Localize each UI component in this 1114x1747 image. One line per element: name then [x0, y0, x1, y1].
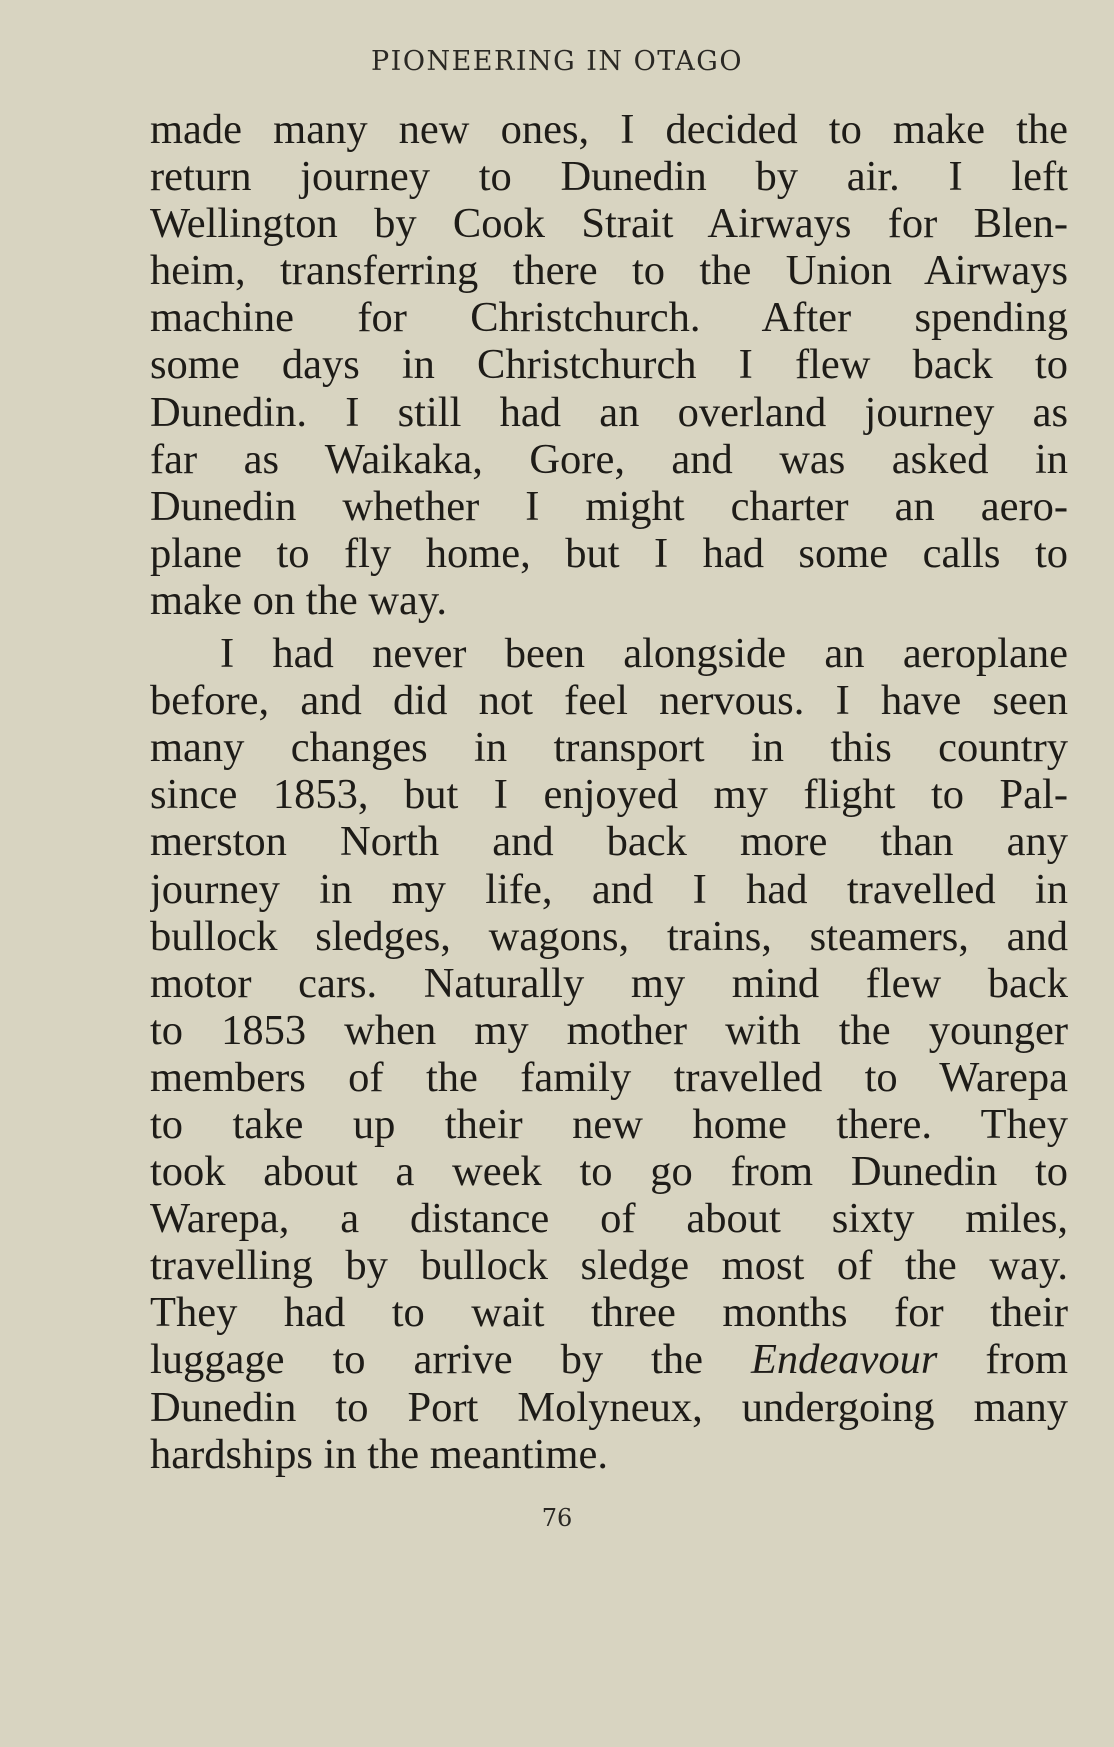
- text-line: luggage to arrive by the Endeavour from: [150, 1336, 1068, 1384]
- text-line: heim, transferring there to the Union Airways: [150, 247, 1068, 295]
- text-line: Dunedin to Port Molyneux, undergoing many: [150, 1383, 1068, 1431]
- text-line: since 1853, but I enjoyed my flight to Pal-: [150, 771, 1068, 819]
- text-line: to 1853 when my mother with the younger: [150, 1006, 1068, 1054]
- text-line: to take up their new home there. They: [150, 1100, 1068, 1148]
- text-line: Wellington by Cook Strait Airways for Blen-: [150, 200, 1068, 248]
- text-line: made many new ones, I decided to make the: [150, 106, 1068, 153]
- text-line: some days in Christchurch I flew back to: [150, 341, 1068, 389]
- text-line: journey in my life, and I had travelled in: [150, 865, 1068, 913]
- text-line: travelling by bullock sledge most of the way.: [150, 1242, 1068, 1290]
- text-line: machine for Christchurch. After spending: [150, 294, 1068, 342]
- text-line: took about a week to go from Dunedin to: [150, 1148, 1068, 1196]
- text-line: bullock sledges, wagons, trains, steamers, and: [150, 912, 1068, 960]
- text-line: hardships in the meantime.: [150, 1430, 608, 1478]
- text-line: far as Waikaka, Gore, and was asked in: [150, 435, 1068, 483]
- page-number: 76: [541, 1504, 573, 1532]
- text-line: many changes in transport in this country: [150, 724, 1068, 772]
- text-line: Dunedin. I still had an overland journey as: [150, 388, 1068, 436]
- text-line: before, and did not feel nervous. I have seen: [150, 677, 1068, 725]
- text-line: merston North and back more than any: [150, 818, 1068, 866]
- text-line: plane to fly home, but I had some calls to: [150, 529, 1068, 577]
- text-line: make on the way.: [150, 576, 448, 624]
- text-line: return journey to Dunedin by air. I left: [150, 153, 1068, 201]
- text-line: motor cars. Naturally my mind flew back: [150, 959, 1068, 1007]
- running-head: PIONEERING IN OTAGO: [370, 46, 744, 77]
- body-text: [150, 106, 1068, 1478]
- ship-name: Endeavour: [750, 1336, 938, 1384]
- text-line: members of the family travelled to Warepa: [150, 1053, 1068, 1101]
- text-line: Warepa, a distance of about sixty miles,: [150, 1195, 1068, 1243]
- text-line: They had to wait three months for their: [150, 1289, 1068, 1337]
- text-line: I had never been alongside an aeroplane: [220, 630, 1068, 678]
- text-line: Dunedin whether I might charter an aero-: [150, 482, 1068, 530]
